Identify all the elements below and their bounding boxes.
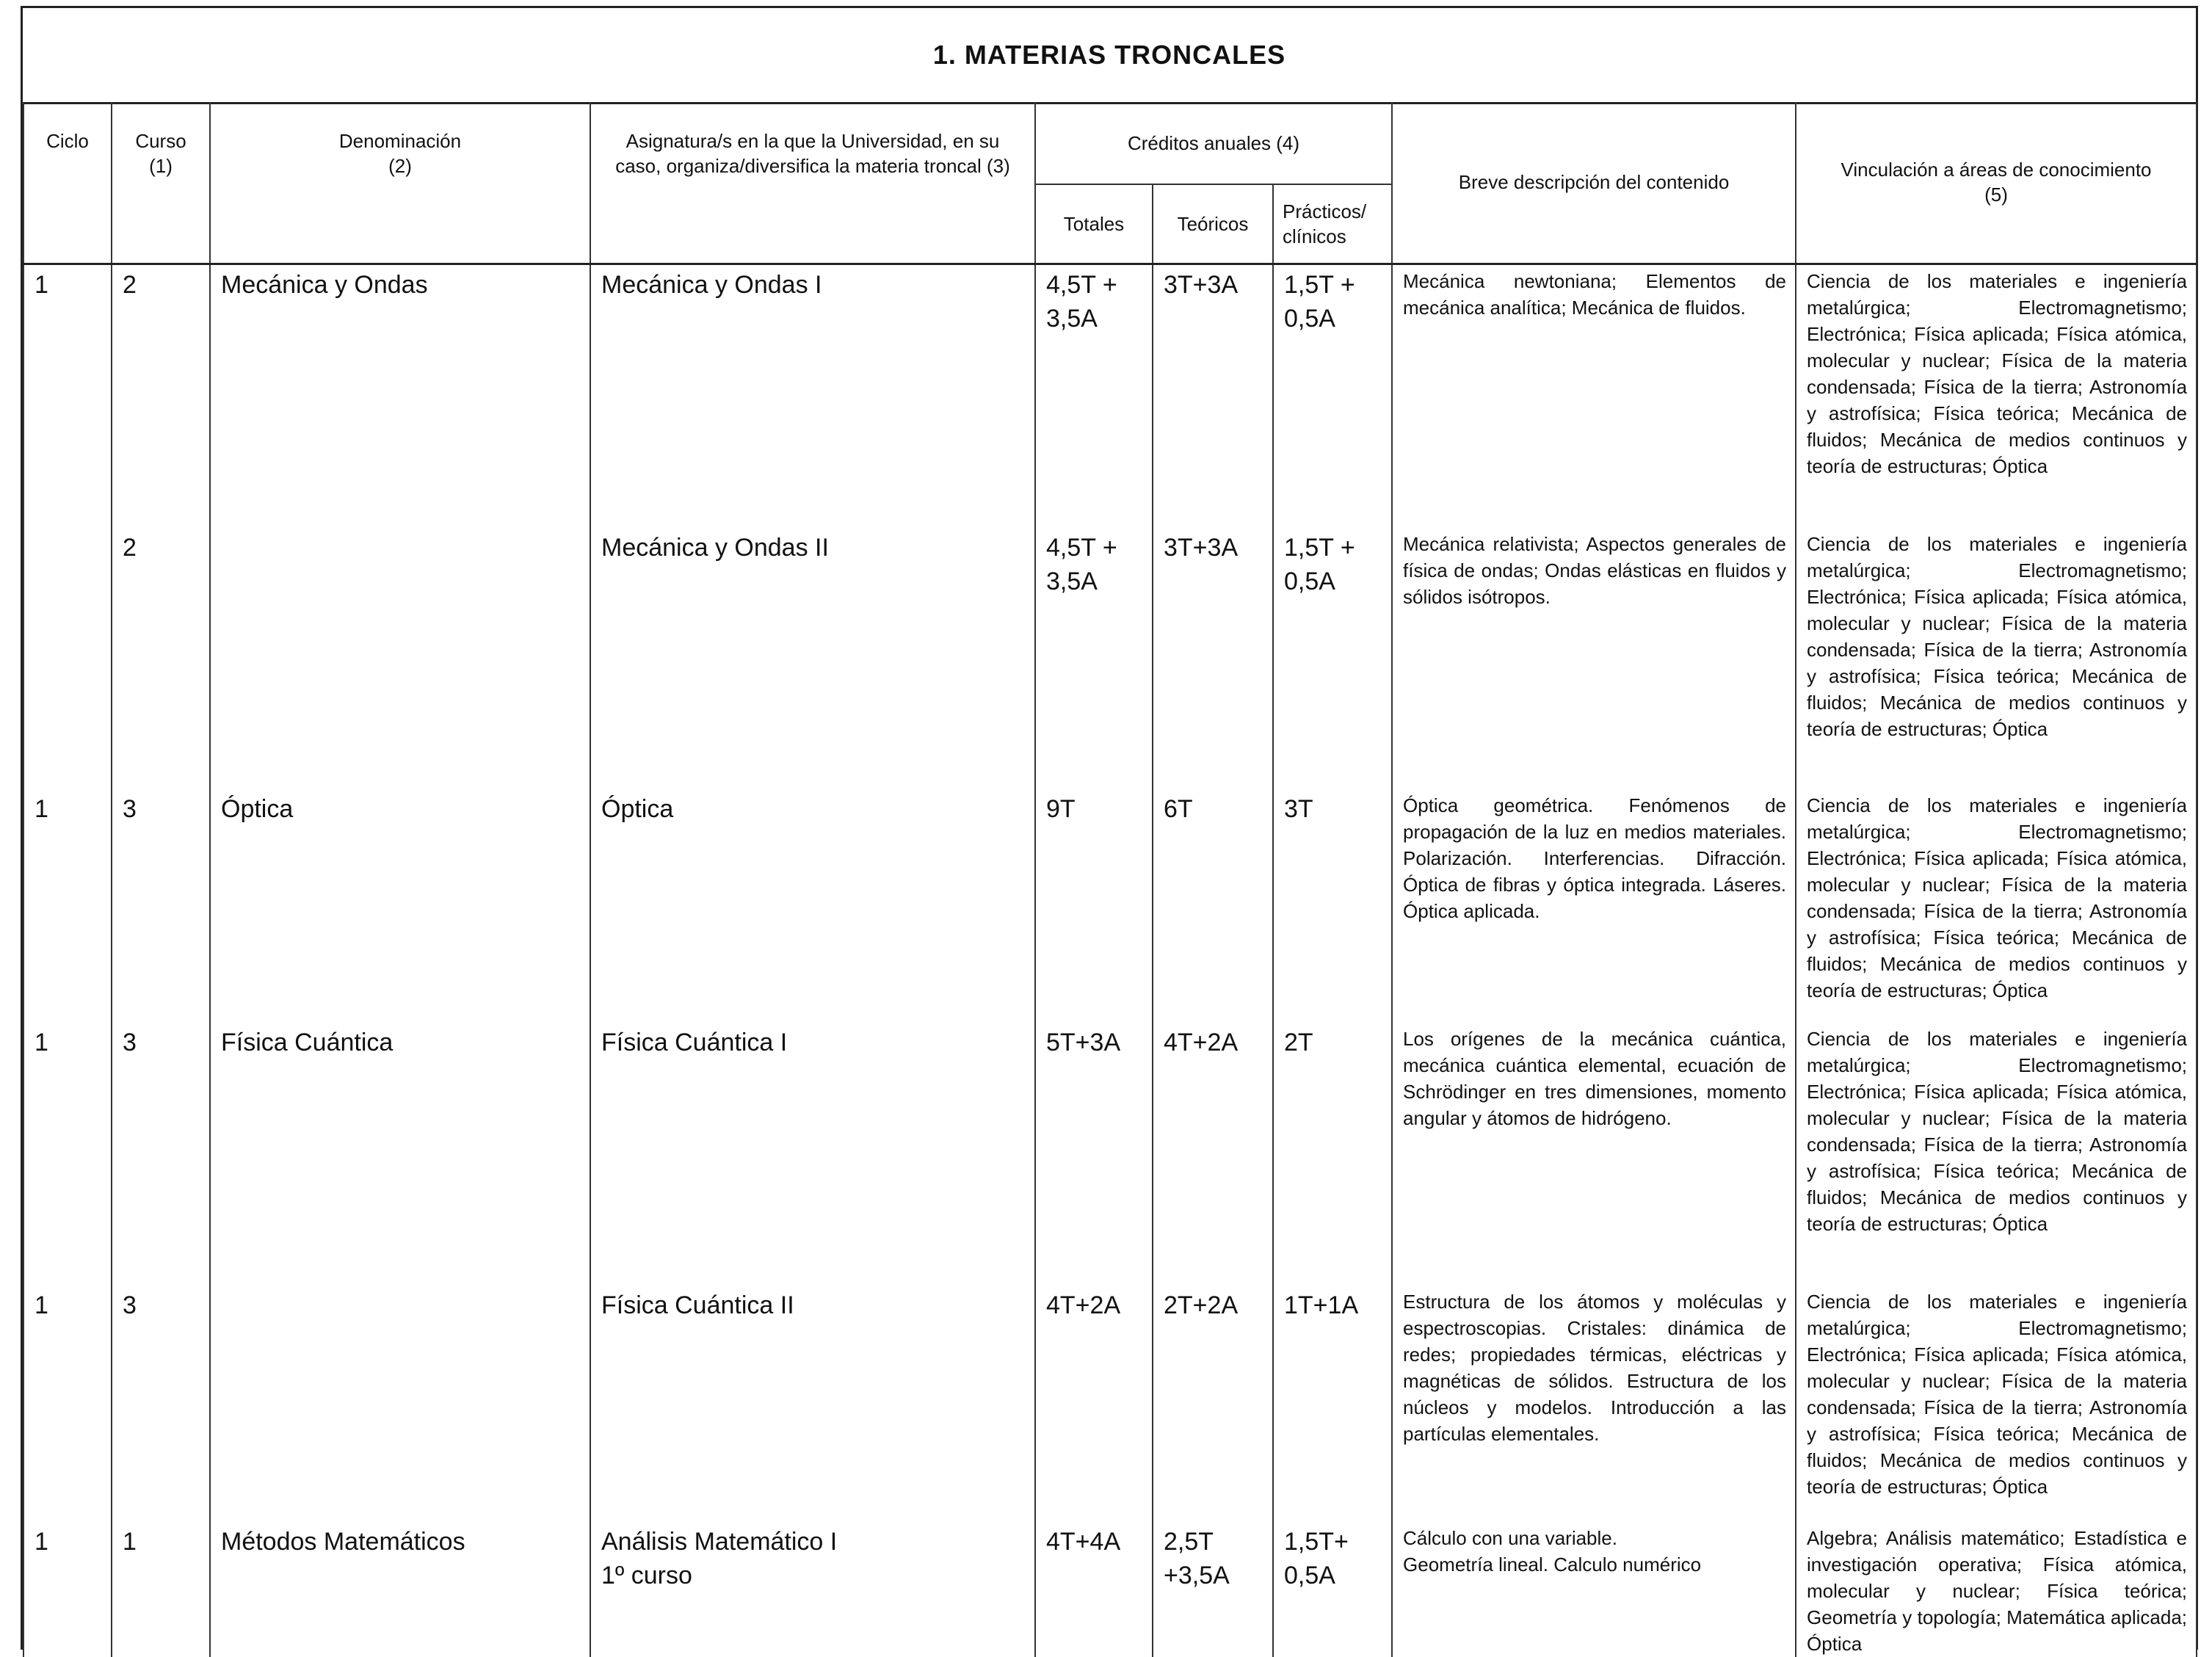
header-descripcion: Breve descripción del contenido bbox=[1392, 102, 1796, 264]
cell-vinculacion: Ciencia de los materiales e ingeniería metalúrgica; Electromagnetismo; Electrónica; Física aplicada; Física atómica, molecular y nuclear; Física de la materia condensada; Física de la tierra; Astronomía y astrofísica; Física teórica; Mecánica de fluidos; Mecánica de medios continuos y teoría de estructuras; Óptica bbox=[1807, 532, 2188, 740]
cell-totales: 4T+2A bbox=[1046, 1291, 1121, 1319]
table-row bbox=[23, 528, 2197, 789]
header-ciclo: Ciclo bbox=[23, 102, 112, 264]
header-practicos: Prácticos/ clínicos bbox=[1273, 184, 1392, 264]
cell-totales: 5T+3A bbox=[1046, 1028, 1121, 1056]
cell-descripcion: Cálculo con una variable. Geometría lineal. Calculo numérico bbox=[1403, 1526, 1702, 1576]
table-row bbox=[23, 1286, 2197, 1522]
cell-teoricos: 6T bbox=[1164, 794, 1193, 823]
cell-asignatura: Física Cuántica I bbox=[601, 1028, 788, 1056]
materias-table bbox=[23, 102, 2197, 1657]
cell-ciclo: 1 bbox=[35, 1291, 48, 1319]
cell-denominacion: Física Cuántica bbox=[221, 1028, 394, 1056]
cell-curso: 3 bbox=[123, 794, 137, 823]
cell-teoricos: 3T+3A bbox=[1164, 533, 1239, 562]
cell-practicos: 1T+1A bbox=[1284, 1291, 1359, 1319]
cell-vinculacion: Ciencia de los materiales e ingeniería metalúrgica; Electromagnetismo; Electrónica; Física aplicada; Física atómica, molecular y nuclear; Física de la materia condensada; Física de la tierra; Astronomía y astrofísica; Física teórica; Mecánica de fluidos; Mecánica de medios continuos y teoría de estructuras; Óptica bbox=[1807, 1027, 2188, 1235]
page-title: 1. MATERIAS TRONCALES bbox=[932, 40, 1286, 70]
cell-teoricos: 2,5T +3,5A bbox=[1164, 1527, 1230, 1589]
cell-descripcion: Óptica geométrica. Fenómenos de propagación de la luz en medios materiales. Polarización. Interferencias. Difracción. Óptica de fibras y óptica integrada. Láseres. Óptica aplicada. bbox=[1403, 794, 1787, 922]
cell-vinculacion: Ciencia de los materiales e ingeniería metalúrgica; Electromagnetismo; Electrónica; Física aplicada; Física atómica, molecular y nuclear; Física de la materia condensada; Física de la tierra; Astronomía y astrofísica; Física teórica; Mecánica de fluidos; Mecánica de medios continuos y teoría de estructuras; Óptica bbox=[1807, 794, 2188, 1001]
cell-denominacion: Métodos Matemáticos bbox=[221, 1527, 465, 1556]
table-row bbox=[23, 1023, 2197, 1286]
header-denominacion: Denominación (2) bbox=[210, 102, 590, 264]
title-bar bbox=[23, 8, 2196, 104]
cell-practicos: 2T bbox=[1284, 1028, 1313, 1056]
cell-totales: 4,5T + 3,5A bbox=[1046, 533, 1117, 595]
cell-vinculacion: Algebra; Análisis matemático; Estadística e investigación operativa; Física atómica, molecular y nuclear; Física teórica; Geometría y topología; Matemática aplicada; Óptica bbox=[1807, 1526, 2188, 1655]
cell-ciclo: 1 bbox=[35, 270, 48, 299]
cell-curso: 2 bbox=[123, 533, 137, 562]
cell-ciclo: 1 bbox=[35, 1527, 48, 1556]
cell-vinculacion: Ciencia de los materiales e ingeniería metalúrgica; Electromagnetismo; Electrónica; Física aplicada; Física atómica, molecular y nuclear; Física de la materia condensada; Física de la tierra; Astronomía y astrofísica; Física teórica; Mecánica de fluidos; Mecánica de medios continuos y teoría de estructuras; Óptica bbox=[1807, 1290, 2188, 1498]
cell-totales: 4T+4A bbox=[1046, 1527, 1121, 1556]
cell-curso: 2 bbox=[123, 270, 137, 299]
cell-asignatura: Mecánica y Ondas II bbox=[601, 533, 829, 562]
table-row bbox=[23, 1522, 2197, 1657]
cell-asignatura: Mecánica y Ondas I bbox=[601, 270, 822, 299]
cell-practicos: 3T bbox=[1284, 794, 1313, 823]
cell-practicos: 1,5T + 0,5A bbox=[1284, 270, 1355, 333]
cell-descripcion: Mecánica newtoniana; Elementos de mecánica analítica; Mecánica de fluidos. bbox=[1403, 269, 1787, 319]
cell-vinculacion: Ciencia de los materiales e ingeniería metalúrgica; Electromagnetismo; Electrónica; Física aplicada; Física atómica, molecular y nuclear; Física de la materia condensada; Física de la tierra; Astronomía y astrofísica; Física teórica; Mecánica de fluidos; Mecánica de medios continuos y teoría de estructuras; Óptica bbox=[1807, 269, 2188, 477]
table-row bbox=[23, 264, 2197, 528]
cell-denominacion: Mecánica y Ondas bbox=[221, 270, 428, 299]
cell-totales: 9T bbox=[1046, 794, 1076, 823]
table-frame bbox=[21, 6, 2198, 1655]
cell-asignatura: Física Cuántica II bbox=[601, 1291, 794, 1319]
cell-teoricos: 3T+3A bbox=[1164, 270, 1239, 299]
cell-ciclo: 1 bbox=[35, 1028, 48, 1056]
cell-descripcion: Estructura de los átomos y moléculas y espectroscopias. Cristales: dinámica de redes; propiedades térmicas, eléctricas y magnéticas de sólidos. Estructura de los núcleos y modelos. Introducción a las partículas elementales. bbox=[1403, 1290, 1787, 1445]
header-vinculacion: Vinculación a áreas de conocimiento (5) bbox=[1796, 102, 2197, 264]
header-creditos: Créditos anuales (4) bbox=[1035, 102, 1392, 184]
cell-descripcion: Mecánica relativista; Aspectos generales de física de ondas; Ondas elásticas en fluidos y sólidos isótropos. bbox=[1403, 532, 1787, 608]
cell-ciclo bbox=[24, 528, 111, 534]
cell-teoricos: 4T+2A bbox=[1164, 1028, 1239, 1056]
header-asignatura: Asignatura/s en la que la Universidad, en su caso, organiza/diversifica la materia troncal (3) bbox=[590, 102, 1035, 264]
cell-ciclo: 1 bbox=[35, 794, 48, 823]
cell-curso: 3 bbox=[123, 1028, 137, 1056]
cell-asignatura: Análisis Matemático I 1º curso bbox=[601, 1527, 838, 1589]
cell-descripcion: Los orígenes de la mecánica cuántica, mecánica cuántica elemental, ecuación de Schrödinger en tres dimensiones, momento angular y átomos de hidrógeno. bbox=[1403, 1027, 1787, 1129]
cell-denominacion bbox=[211, 1286, 590, 1291]
cell-denominacion: Óptica bbox=[221, 794, 294, 823]
cell-asignatura: Óptica bbox=[601, 794, 674, 823]
cell-curso: 3 bbox=[123, 1291, 137, 1319]
cell-practicos: 1,5T+ 0,5A bbox=[1284, 1527, 1349, 1589]
cell-totales: 4,5T + 3,5A bbox=[1046, 270, 1117, 333]
cell-curso: 1 bbox=[123, 1527, 137, 1556]
table-row bbox=[23, 789, 2197, 1023]
header-totales: Totales bbox=[1035, 184, 1153, 264]
header-teoricos: Teóricos bbox=[1153, 184, 1273, 264]
cell-practicos: 1,5T + 0,5A bbox=[1284, 533, 1355, 595]
cell-teoricos: 2T+2A bbox=[1164, 1291, 1239, 1319]
header-curso: Curso (1) bbox=[112, 102, 210, 264]
cell-denominacion bbox=[211, 528, 590, 534]
